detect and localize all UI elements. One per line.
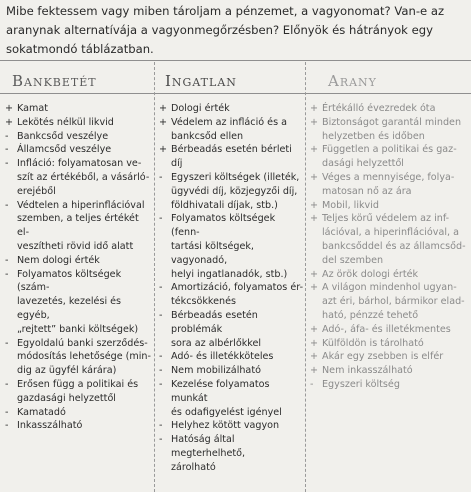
- advantage-item: [159, 116, 305, 144]
- disadvantage-item: [159, 171, 305, 212]
- advantage-item: [310, 143, 470, 171]
- item-text-line: bankcsőd ellen: [171, 130, 244, 142]
- plus-sign: +: [310, 323, 319, 335]
- item-text-line: Kamat: [17, 103, 48, 114]
- advantage-item: [310, 323, 470, 337]
- advantage-item: [310, 364, 470, 378]
- advantage-item: [5, 102, 153, 116]
- plus-sign: +: [310, 282, 319, 294]
- item-text-line: Nem mobilizálható: [171, 365, 261, 377]
- disadvantage-item: [5, 130, 153, 144]
- minus-sign: -: [159, 378, 163, 390]
- minus-sign: -: [5, 378, 9, 390]
- item-text-line: Akár egy zsebben is elfér: [322, 351, 444, 363]
- disadvantage-item: [159, 433, 305, 474]
- item-text-line: ügyvédi díj, közjegyzői díj,: [171, 185, 298, 197]
- item-text-line: erejéből: [17, 185, 56, 197]
- item-list: [5, 102, 153, 433]
- item-text-line: dig az ügyfél kárára): [17, 365, 117, 377]
- plus-sign: +: [310, 199, 319, 211]
- minus-sign: -: [159, 434, 163, 446]
- item-text-line: bankcsőddel és az államcsőd-: [322, 240, 466, 252]
- item-text-line: földhivatali díjak, stb.): [171, 199, 278, 211]
- advantage-item: [310, 212, 470, 267]
- item-text-line: ható, pénzzé tehető: [322, 309, 419, 321]
- item-text-line: Adó-, áfa- és illetékmentes: [322, 323, 451, 335]
- disadvantage-item: [5, 419, 153, 433]
- item-text-line: Egyszeri költségek (illeték,: [171, 171, 300, 183]
- item-text-line: szít az értékéből, a vásárló-: [17, 171, 150, 183]
- minus-sign: -: [5, 268, 9, 280]
- advantage-item: [5, 116, 153, 130]
- item-text-line: helyi ingatlanadók, stb.): [171, 268, 288, 280]
- disadvantage-item: [5, 157, 153, 198]
- item-text-line: Erősen függ a politikai és: [17, 378, 139, 390]
- advantage-item: [310, 350, 470, 364]
- minus-sign: -: [5, 130, 9, 142]
- plus-sign: +: [310, 103, 319, 114]
- item-text-line: Kezelése folyamatos munkát: [171, 378, 270, 404]
- item-text-line: Értékálló évezredek óta: [322, 103, 436, 114]
- item-text-line: Védelem az infláció és a: [171, 116, 287, 128]
- minus-sign: -: [5, 199, 9, 211]
- item-text-line: Folyamatos költségek (szám-: [17, 268, 122, 294]
- minus-sign: -: [159, 365, 163, 377]
- plus-sign: +: [310, 144, 319, 156]
- advantage-item: [310, 199, 470, 213]
- minus-sign: -: [159, 351, 163, 363]
- advantage-item: [310, 337, 470, 351]
- item-text-line: Államcsőd veszélye: [17, 144, 112, 156]
- disadvantage-item: [159, 309, 305, 350]
- minus-sign: -: [159, 171, 163, 183]
- column-header: Arany: [328, 72, 377, 90]
- minus-sign: -: [159, 420, 163, 432]
- item-text-line: Külföldön is tárolható: [322, 337, 424, 349]
- advantage-item: [159, 102, 305, 116]
- item-text-line: azt éri, bárhol, bármikor elad-: [322, 296, 465, 308]
- plus-sign: +: [310, 351, 319, 363]
- plus-sign: +: [310, 337, 319, 349]
- plus-sign: +: [310, 365, 319, 377]
- item-text-line: Egyszeri költség: [322, 378, 400, 390]
- disadvantage-item: [5, 199, 153, 254]
- item-text-line: A világon mindenhol ugyan-: [322, 282, 457, 294]
- item-text-line: Független a politikai és gaz-: [322, 144, 457, 156]
- item-text-line: tartási költségek, vagyonadó,: [171, 240, 254, 266]
- item-text-line: Biztonságot garantál minden: [322, 116, 462, 128]
- item-text-line: tékcsökkenés: [171, 296, 237, 308]
- minus-sign: -: [5, 406, 9, 418]
- minus-sign: -: [5, 144, 9, 156]
- item-text-line: lavezetés, kezelési és egyéb,: [17, 296, 122, 321]
- disadvantage-item: [5, 268, 153, 337]
- plus-sign: +: [310, 116, 319, 128]
- disadvantage-item: [159, 212, 305, 281]
- item-text-line: Bérbeadás esetén bérleti díj: [171, 144, 292, 170]
- item-text-line: dasági helyzettől: [322, 158, 404, 170]
- item-text-line: „rejtett” banki költségek): [17, 323, 139, 335]
- item-text-line: Mobil, likvid: [322, 199, 379, 211]
- advantage-item: [310, 116, 470, 144]
- disadvantage-item: [5, 143, 153, 157]
- item-list: [159, 102, 305, 475]
- item-text-line: módosítás lehetősége (min-: [17, 351, 151, 363]
- disadvantage-item: [310, 378, 470, 392]
- item-text-line: Dologi érték: [171, 103, 230, 114]
- intro-text: Mibe fektessem vagy miben tároljam a pénzemet, a vagyonomat? Van-e az aranynak alternatívája a vagyonmegőrzésben? Előnyök és hátrányok egy sokatmondó táblázatban.: [6, 4, 445, 56]
- item-text-line: Adó- és illetékköteles: [171, 351, 274, 363]
- item-text-line: szemben, a teljes értékét el-: [17, 213, 139, 239]
- item-text-line: Bankcsőd veszélye: [17, 130, 109, 142]
- minus-sign: -: [5, 158, 9, 170]
- plus-sign: +: [5, 116, 14, 128]
- minus-sign: -: [5, 420, 9, 432]
- disadvantage-item: [5, 254, 153, 268]
- item-text-line: Folyamatos költségek (fenn-: [171, 213, 276, 239]
- item-text-line: Amortizáció, folyamatos ér-: [171, 282, 304, 294]
- disadvantage-item: [5, 378, 153, 406]
- disadvantage-item: [159, 378, 305, 419]
- item-text-line: zárolható: [171, 461, 216, 473]
- minus-sign: -: [5, 254, 9, 266]
- item-text-line: Véges a mennyisége, folya-: [322, 171, 455, 183]
- disadvantage-item: [159, 281, 305, 309]
- plus-sign: +: [310, 171, 319, 183]
- item-text-line: del szemben: [322, 254, 384, 266]
- column-header: Bankbetét: [12, 72, 97, 90]
- plus-sign: +: [159, 103, 168, 114]
- item-text-line: Helyhez kötött vagyon: [171, 420, 280, 432]
- item-text-line: Védtelen a hiperinflációval: [17, 199, 145, 211]
- advantage-item: [159, 143, 305, 171]
- disadvantage-item: [5, 406, 153, 420]
- plus-sign: +: [159, 144, 168, 156]
- advantage-item: [310, 268, 470, 282]
- disadvantage-item: [159, 350, 305, 364]
- minus-sign: -: [5, 337, 9, 349]
- minus-sign: -: [159, 309, 163, 321]
- item-text-line: veszítheti rövid idő alatt: [17, 240, 134, 252]
- item-text-line: Nem inkasszálható: [322, 365, 413, 377]
- item-text-line: Teljes körű védelem az inf-: [322, 213, 450, 225]
- item-text-line: Az örök dologi érték: [322, 268, 419, 280]
- advantage-item: [310, 102, 470, 116]
- item-text-line: Bérbeadás esetén problémák: [171, 309, 258, 335]
- item-text-line: Nem dologi érték: [17, 254, 100, 266]
- item-text-line: és odafigyelést igényel: [171, 406, 282, 418]
- item-text-line: Inkasszálható: [17, 420, 83, 432]
- plus-sign: +: [159, 116, 168, 128]
- item-text-line: Lekötés nélkül likvid: [17, 116, 114, 128]
- item-list: [310, 102, 470, 392]
- disadvantage-item: [159, 364, 305, 378]
- item-text-line: sora az albérlőkkel: [171, 337, 262, 349]
- item-text-line: Infláció: folyamatosan ve-: [17, 158, 142, 170]
- minus-sign: -: [159, 213, 163, 225]
- item-text-line: gazdasági helyzettől: [17, 392, 116, 404]
- comparison-table: [0, 60, 471, 492]
- column-header: Ingatlan: [165, 72, 237, 90]
- item-text-line: Egyoldalú banki szerződés-: [17, 337, 148, 349]
- plus-sign: +: [310, 213, 319, 225]
- plus-sign: +: [310, 268, 319, 280]
- plus-sign: +: [5, 103, 14, 114]
- item-text-line: lációval, a hiperinflációval, a: [322, 227, 459, 239]
- minus-sign: -: [310, 378, 314, 390]
- item-text-line: helyzetben és időben: [322, 130, 425, 142]
- advantage-item: [310, 171, 470, 199]
- item-text-line: Hatóság által megterhelhető,: [171, 434, 246, 459]
- disadvantage-item: [5, 337, 153, 378]
- advantage-item: [310, 281, 470, 322]
- item-text-line: Kamatadó: [17, 406, 66, 418]
- item-text-line: matosan nő az ára: [322, 185, 412, 197]
- minus-sign: -: [159, 282, 163, 294]
- disadvantage-item: [159, 419, 305, 433]
